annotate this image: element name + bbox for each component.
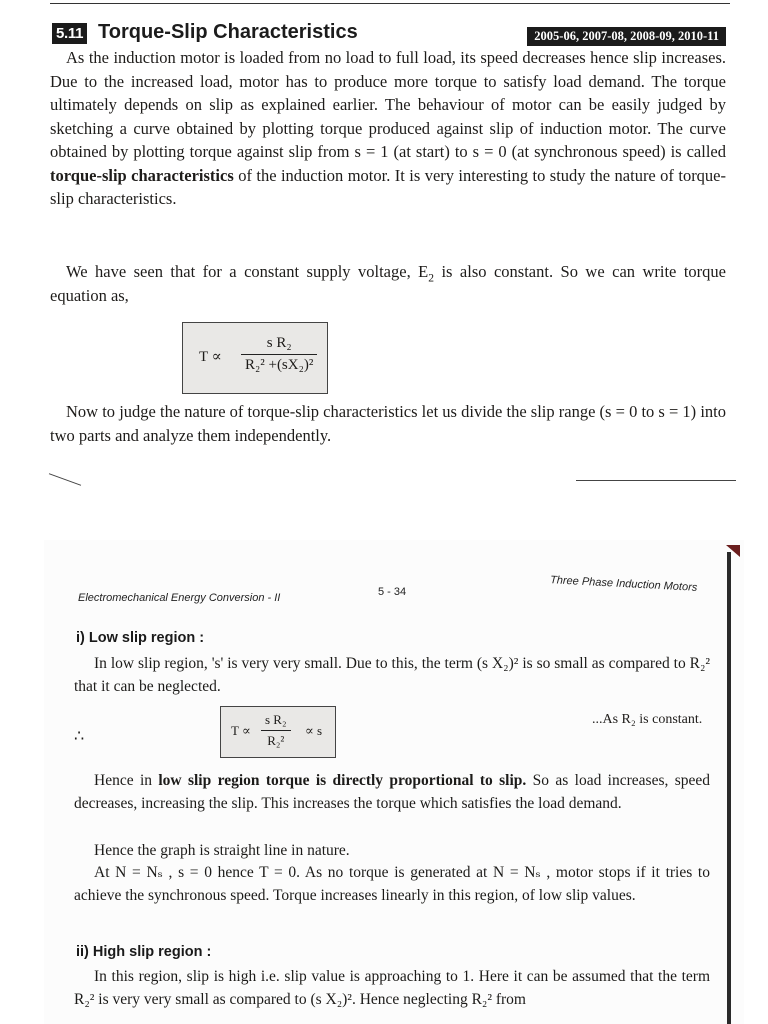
- section-title: Torque-Slip Characteristics: [98, 21, 358, 43]
- low-slip-paragraph-3: Hence the graph is straight line in nature.: [94, 842, 350, 859]
- supply-voltage-paragraph: [50, 260, 726, 307]
- supply-text-a: We have seen that for a constant supply voltage, E: [66, 262, 429, 281]
- divider-right: [576, 480, 736, 481]
- eq2-rhs: ∝ s: [305, 723, 323, 738]
- top-page: [40, 0, 742, 488]
- eq2-lhs: T ∝: [231, 723, 251, 738]
- intro-bold-term: torque-slip characteristics: [50, 165, 234, 185]
- eq2-note: ...As R₂ is constant.: [592, 712, 703, 727]
- low-slip-paragraph-2: [74, 770, 710, 815]
- supply-text-b: is also constant. So we can write torque equation as,: [50, 262, 726, 305]
- eq-numerator: s R₂: [241, 335, 317, 355]
- running-header-right: Three Phase Induction Motors: [549, 574, 698, 594]
- low-slip-p2-b: So as load increases, speed decreases, increasing the slip. This increases the torque which satisfies the load demand.: [74, 772, 711, 812]
- high-slip-heading: ii) High slip region :: [76, 944, 212, 960]
- exam-years-badge: 2005-06, 2007-08, 2008-09, 2010-11: [527, 27, 726, 46]
- low-slip-p2-bold: low slip region torque is directly proportional to slip.: [158, 772, 527, 789]
- section-heading: [52, 21, 719, 47]
- eq-fraction: [241, 335, 317, 374]
- torque-equation-box: [182, 322, 328, 394]
- intro-text-a: As the induction motor is loaded from no load to full load, its speed decreases hence slip increases. Due to the increased load, motor has to produce more torque to satisfy load demand. The torque ultimately depends on slip as explained earlier. The behaviour of motor can be easily judged by sketching a curve obtained by plotting torque produced against slip of induction motor. The curve obtained by plotting torque against slip from s = 1 (at start) to s = 0 (at synchronous speed) is called: [50, 48, 726, 161]
- top-rule: [50, 3, 730, 4]
- therefore-symbol: ∴: [74, 728, 85, 745]
- bottom-page: [44, 540, 744, 1024]
- divider-left: [49, 473, 81, 486]
- eq-lhs: T ∝: [199, 349, 222, 365]
- supply-sub: 2: [428, 272, 435, 285]
- low-slip-paragraph-1: In low slip region, 's' is very very small. Due to this, the term (s X₂)² is so small as compared to R₂² that it can be neglected.: [74, 655, 710, 695]
- page-gap: [0, 488, 768, 538]
- low-slip-equation-box: [220, 706, 336, 758]
- low-slip-p2-a: Hence in: [94, 772, 159, 789]
- running-header-left: Electromechanical Energy Conversion - II: [78, 592, 281, 604]
- low-slip-heading: i) Low slip region :: [76, 630, 205, 646]
- eq-denominator: R₂² +(sX₂)²: [245, 357, 314, 373]
- eq2-denominator: R₂²: [267, 733, 285, 748]
- intro-text-b: of the induction motor. It is very interesting to study the nature of torque-slip characteristics.: [50, 165, 727, 208]
- low-slip-paragraph-4: At N = Nₛ , s = 0 hence T = 0. As no torque is generated at N = Nₛ , motor stops if it tries to achieve the synchronous speed. Torque increases linearly in this region, of low slip values.: [74, 864, 710, 904]
- section-number: 5.11: [52, 23, 87, 44]
- eq2-numerator: s R₂: [261, 712, 291, 731]
- slip-range-paragraph: Now to judge the nature of torque-slip characteristics let us divide the slip range (s = 0 to s = 1) into two parts and analyze them independently.: [50, 402, 726, 445]
- intro-paragraph: [50, 46, 726, 211]
- high-slip-paragraph-1: In this region, slip is high i.e. slip value is approaching to 1. Here it can be assumed that the term R₂² is very very small as compared to (s X₂)². Hence neglecting R₂² from: [74, 968, 710, 1008]
- eq2-fraction: [261, 712, 291, 749]
- page-edge-shadow: [727, 552, 731, 1024]
- running-header-page: 5 - 34: [378, 586, 407, 598]
- corner-mark: [726, 545, 740, 557]
